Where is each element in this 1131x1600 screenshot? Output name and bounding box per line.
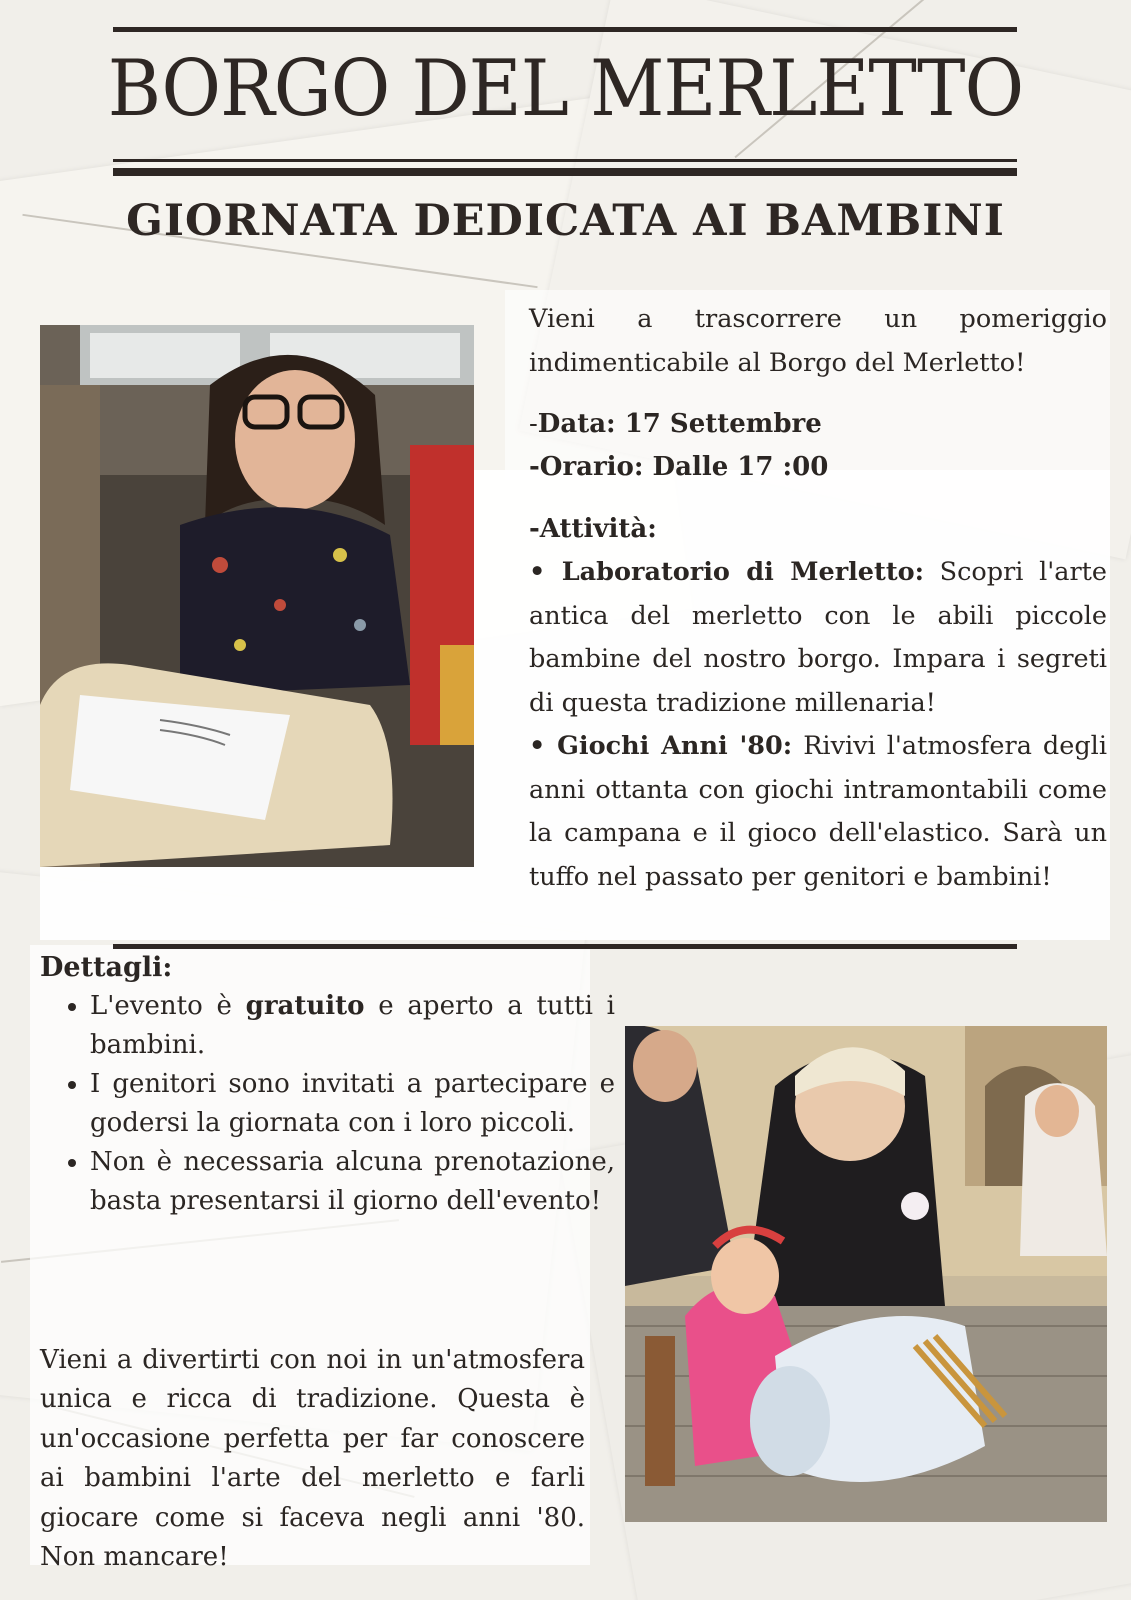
page-title: BORGO DEL MERLETTO (107, 44, 1024, 134)
details-list (60, 987, 615, 1221)
details-item: • L'evento è gratuito e aperto a tutti i bambini. (90, 987, 615, 1065)
header-rule-top (113, 27, 1017, 32)
page-subtitle: GIORNATA DEDICATA AI BAMBINI (126, 196, 1005, 246)
details-item: • I genitori sono invitati a partecipare e godersi la giornata con i loro piccoli. (90, 1065, 615, 1143)
details-item: • Non è necessaria alcuna prenotazione, basta presentarsi il giorno dell'evento! (90, 1143, 615, 1221)
photo-lace-lesson-outdoors (625, 1026, 1107, 1522)
activity-name: Laboratorio di Merletto: (561, 557, 925, 587)
activities-list (529, 551, 1107, 899)
header-rule-thin (113, 159, 1017, 162)
photo-girl-illustration (40, 325, 474, 867)
header-rule-thick (113, 168, 1017, 176)
activities-heading: -Attività: (529, 514, 657, 544)
closing-text: Vieni a divertirti con noi in un'atmosfera unica e ricca di tradizione. Questa è un'occasione perfetta per far conoscere ai bambini l'arte del merletto e farli giocare come si faceva negli anni '80. Non mancare! (40, 1345, 585, 1573)
intro-text: Vieni a trascorrere un pomeriggio indimenticabile al Borgo del Merletto! (529, 304, 1107, 378)
activity-item: • Laboratorio di Merletto: Scopri l'arte antica del merletto con le abili piccole bambine del nostro borgo. Impara i segreti di questa tradizione millenaria! (529, 557, 1107, 718)
event-time: -Orario: Dalle 17 :00 (529, 452, 829, 482)
details-heading: Dettagli: (40, 952, 173, 983)
section-divider (113, 944, 1017, 949)
photo-group-illustration (625, 1026, 1107, 1522)
photo-girl-with-lace-pillow (40, 325, 474, 867)
activity-item: • Giochi Anni '80: Rivivi l'atmosfera degli anni ottanta con giochi intramontabili come la campana e il gioco dell'elastico. Sarà un tuffo nel passato per genitori e bambini! (529, 731, 1107, 892)
event-date: -Data: 17 Settembre (529, 409, 822, 439)
event-info (529, 403, 1107, 489)
activity-name: Giochi Anni '80: (557, 731, 793, 761)
